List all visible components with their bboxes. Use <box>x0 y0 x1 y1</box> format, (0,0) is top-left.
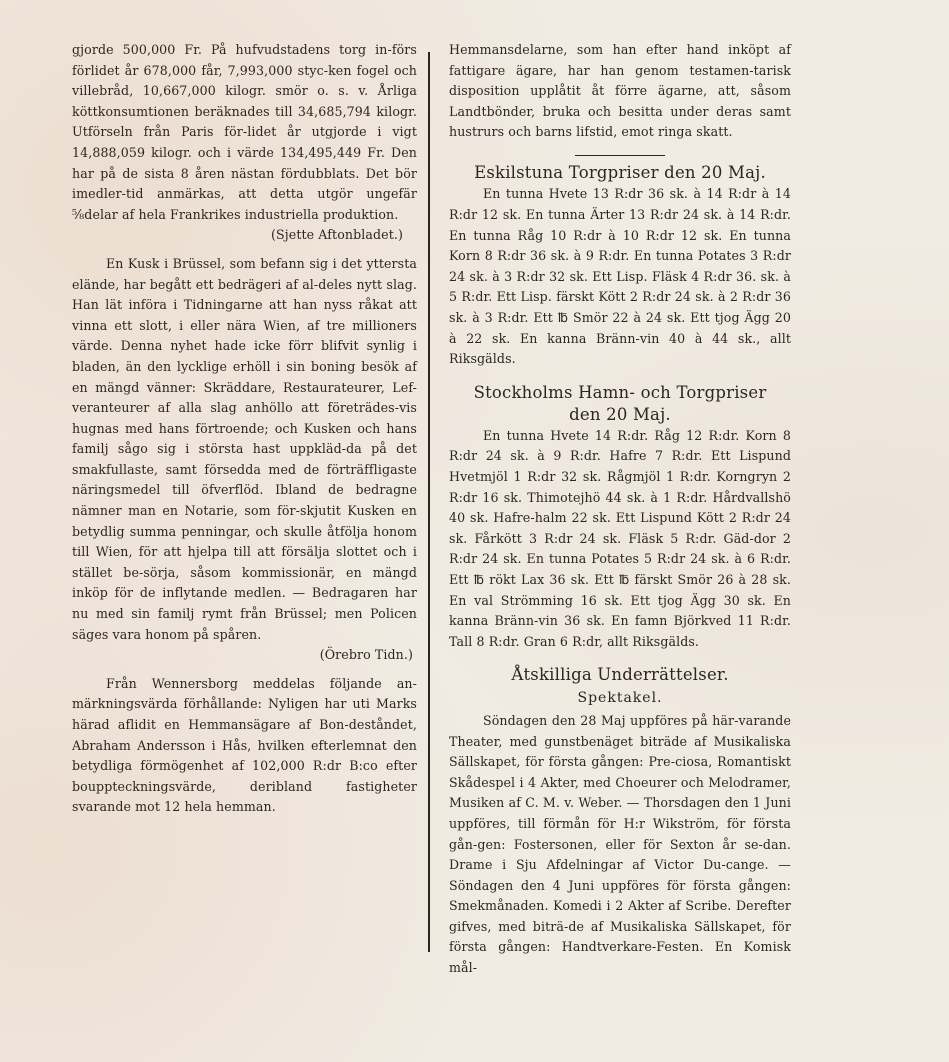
spektakel-body: Söndagen den 28 Maj uppföres på här-varande Theater, med gunstbenäget biträde af Musikaliska Sällskapet, för första gången: Pre-ciosa, Romantiskt Skådespel i 4 Akter, med Choeurer och Melodramer, Musiken af C. M. v. Weber. — Thorsdagen den 1 Juni uppföres, till förmån för H:r Wikström, för första gån-gen: Fostersonen, eller för Sexton år se-dan. Drame i Sju Afdelningar af Victor Du-cange. — Söndagen den 4 Juni uppföres för första gången: Smekmånaden. Komedi i 2 Akter af Scribe. Derefter gifves, med biträ-de af Musikaliska Sällskapet, för första gången: Handtverkare-Festen. En Komisk mål- <box>449 712 791 976</box>
stockholm-prices-heading-line2: den 20 Maj. <box>569 404 671 424</box>
spacer <box>72 666 417 674</box>
source-orebro-tidn: (Örebro Tidn.) <box>319 647 413 663</box>
notices-heading: Åtskilliga Underrättelser. <box>511 665 729 685</box>
eskilstuna-prices-body: En tunna Hvete 13 R:dr 36 sk. à 14 R:dr à 14 R:dr 12 sk. En tunna Ärter 13 R:dr 24 sk. à 14 R:dr. En tunna Råg 10 R:dr à 10 R:dr 12 sk. En tunna Korn 8 R:dr 36 sk. à 9 R:dr. En tunna Potates 3 R:dr 24 sk. à 3 R:dr 32 sk. Ett Lisp. Fläsk 4 R:dr 36. sk. à 5 R:dr. Ett Lisp. färskt Kött 2 R:dr 24 sk. à 2 R:dr 36 sk. à 3 R:dr. Ett ℔ Smör 22 à 24 sk. Ett tjog Ägg 20 à 22 sk. En kanna Bränn-vin 40 à 44 sk., allt Riksgälds. <box>449 186 791 367</box>
right-column <box>449 40 791 979</box>
spektakel-heading: Spektakel. <box>577 690 663 707</box>
spacer <box>72 246 417 254</box>
section-rule <box>575 155 665 157</box>
spacer <box>449 370 791 378</box>
paris-consumption-paragraph: gjorde 500,000 Fr. På hufvudstadens torg in-förs förlidet år 678,000 får, 7,993,000 styc-ken fogel och villebråd, 10,667,000 kilogr. smör o. s. v. Årliga köttkonsumtionen beräknades till 34,685,794 kilogr. Utförseln från Paris för-lidet år utgjorde i vigt 14,888,059 kilogr. och i värde 134,495,449 Fr. Den har på de sista 8 åren nästan fördubblats. Det bör imedler-tid anmärkas, att detta utgör ungefär ⅝delar af hela Frankrikes industriella produktion. <box>72 42 417 222</box>
stockholm-prices-heading-line1: Stockholms Hamn- och Torgpriser <box>473 382 767 402</box>
eskilstuna-prices-heading: Eskilstuna Torgpriser den 20 Maj. <box>474 163 766 183</box>
column-divider <box>428 52 430 952</box>
brussels-coachman-paragraph: En Kusk i Brüssel, som befann sig i det yttersta elände, har begått ett bedrägeri af al-deles nytt slag. Han lät införa i Tidningarne att han nyss råkat att vinna ett slott, i eller nära Wien, af tre millioners värde. Denna nyhet hade icke förr blifvit synlig i bladen, än den lycklige erhöll i sin boning besök af en mängd vänner: Skräddare, Restaurateurer, Lef-veranteurer af alla slag anhöllo att företrädes-vis hugnas med hans förtroende; och Kusken och hans familj sågo sig i största hast uppkläd-da på det smakfullaste, samt försedda med de förträffligaste näringsmedel till öfverflöd. Ibland de bedragne nämner man en Notarie, som för-skjutit Kusken en betydlig summa penningar, och skulle åtfölja honom till Wien, för att hjelpa till att försälja slottet och i stället be-sörja, såsom kommissionär, en mängd inköp för de inflytande medlen. — Bedragaren har nu med sin familj rymt från Brüssel; men Policen säges vara honom på spåren. <box>72 255 417 642</box>
wennersborg-continuation: Hemmansdelarne, som han efter hand inköpt af fattigare ägare, har han genom testamen-tarisk disposition upplåtit åt förre ägarne, att, såsom Landtbönder, bruka och besitta under deras samt hustrurs och barns lifstid, emot ringa skatt. <box>449 42 791 140</box>
spacer <box>449 652 791 660</box>
wennersborg-paragraph: Från Wennersborg meddelas följande an-märkningsvärda förhållande: Nyligen har uti Marks härad aflidit en Hemmansägare af Bon-deståndet, Abraham Andersson i Hås, hvilken efterlemnat den betydliga förmögenhet af 102,000 R:dr B:co efter bouppteckningsvärde, deribland fastigheter svarande mot 12 hela hemman. <box>72 675 417 815</box>
stockholm-prices-body: En tunna Hvete 14 R:dr. Råg 12 R:dr. Korn 8 R:dr 24 sk. à 9 R:dr. Hafre 7 R:dr. Ett Lispund Hvetmjöl 1 R:dr 32 sk. Rågmjöl 1 R:dr. Korngryn 2 R:dr 16 sk. Thimotejhö 44 sk. à 1 R:dr. Hårdvallshö 40 sk. Hafre-halm 22 sk. Ett Lispund Kött 2 R:dr 24 sk. Fårkött 3 R:dr 24 sk. Fläsk 5 R:dr. Gäd-dor 2 R:dr 24 sk. En tunna Potates 5 R:dr 24 sk. à 6 R:dr. Ett ℔ rökt Lax 36 sk. Ett ℔ färskt Smör 26 à 28 sk. En val Strömming 16 sk. Ett tjog Ägg 30 sk. En kanna Bränn-vin 36 sk. En famn Björkved 11 R:dr. Tall 8 R:dr. Gran 6 R:dr, allt Riksgälds. <box>449 427 791 649</box>
source-aftonbladet: (Sjette Aftonbladet.) <box>271 227 403 243</box>
left-column <box>72 40 417 818</box>
